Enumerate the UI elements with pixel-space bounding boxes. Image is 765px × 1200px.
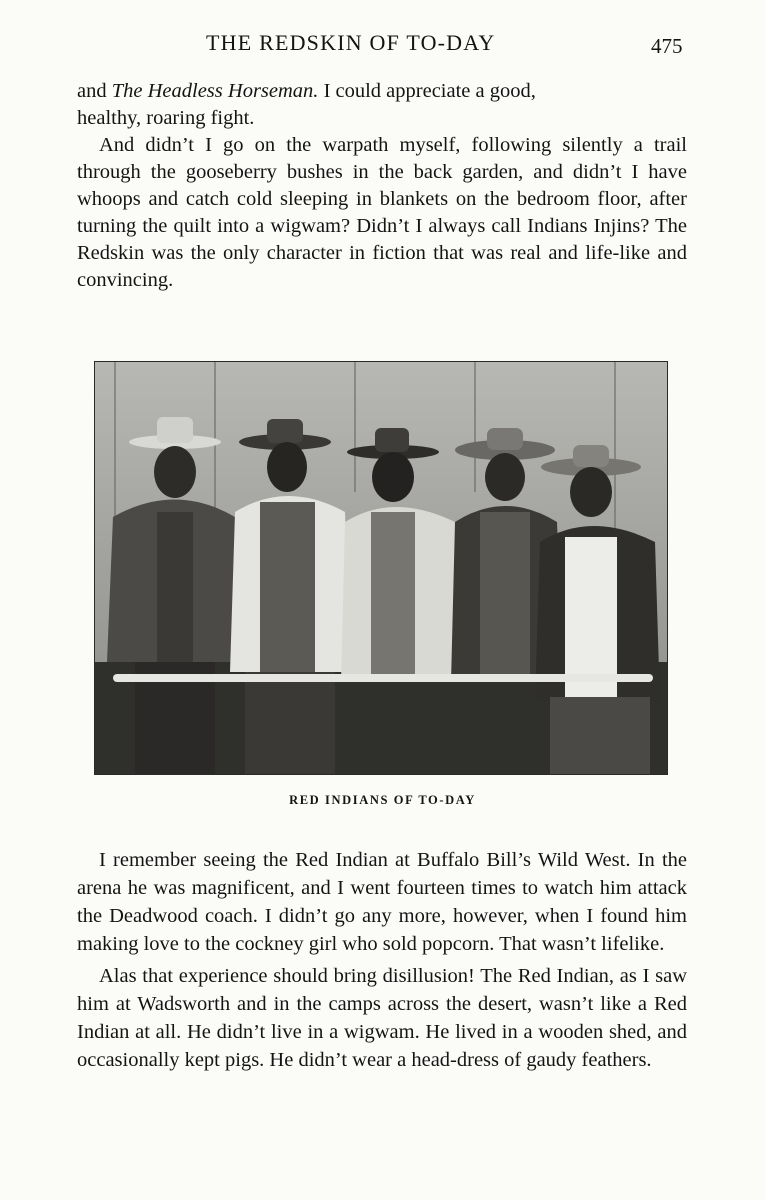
bottom-text-block <box>77 846 687 1074</box>
paragraph-1-start: and <box>77 80 112 102</box>
page-number: 475 <box>651 34 683 58</box>
figure-caption: RED INDIANS OF TO-DAY <box>289 793 476 807</box>
photograph <box>94 361 668 775</box>
paragraph-1 <box>77 78 687 132</box>
top-text-block <box>77 78 687 294</box>
wooden-rail <box>113 674 653 682</box>
book-title: The Headless Horseman. <box>111 80 319 102</box>
running-title: THE REDSKIN OF TO-DAY <box>206 30 496 55</box>
paragraph-3: I remember seeing the Red Indian at Buffalo Bill’s Wild West. In the arena he was magnificent, and I went fourteen times to watch him attack the Deadwood coach. I didn’t go any more, however, when I found him making love to the cockney girl who sold popcorn. That wasn’t lifelike. <box>77 849 687 955</box>
photograph-group-of-men <box>95 362 667 774</box>
paragraph-1-line2: healthy, roaring fight. <box>77 107 255 129</box>
paragraph-2: And didn’t I go on the warpath myself, following silently a trail through the gooseberry bushes in the back garden, and didn’t I have whoops and catch cold sleeping in blankets on the bedroom floor, after turning the quilt into a wigwam? Didn’t I always call Indians Injins? The Redskin was the only character in fiction that was real and life-like and convincing. <box>77 134 687 291</box>
page-header <box>0 28 765 62</box>
paragraph-4: Alas that experience should bring disillusion! The Red Indian, as I saw him at Wadsworth and in the camps across the desert, wasn’t like a Red Indian at all. He didn’t live in a wigwam. He lived in a wooden shed, and occasionally kept pigs. He didn’t wear a head-dress of gaudy feathers. <box>77 965 687 1071</box>
paragraph-1-line1-end: I could appreciate a good, <box>318 80 536 102</box>
